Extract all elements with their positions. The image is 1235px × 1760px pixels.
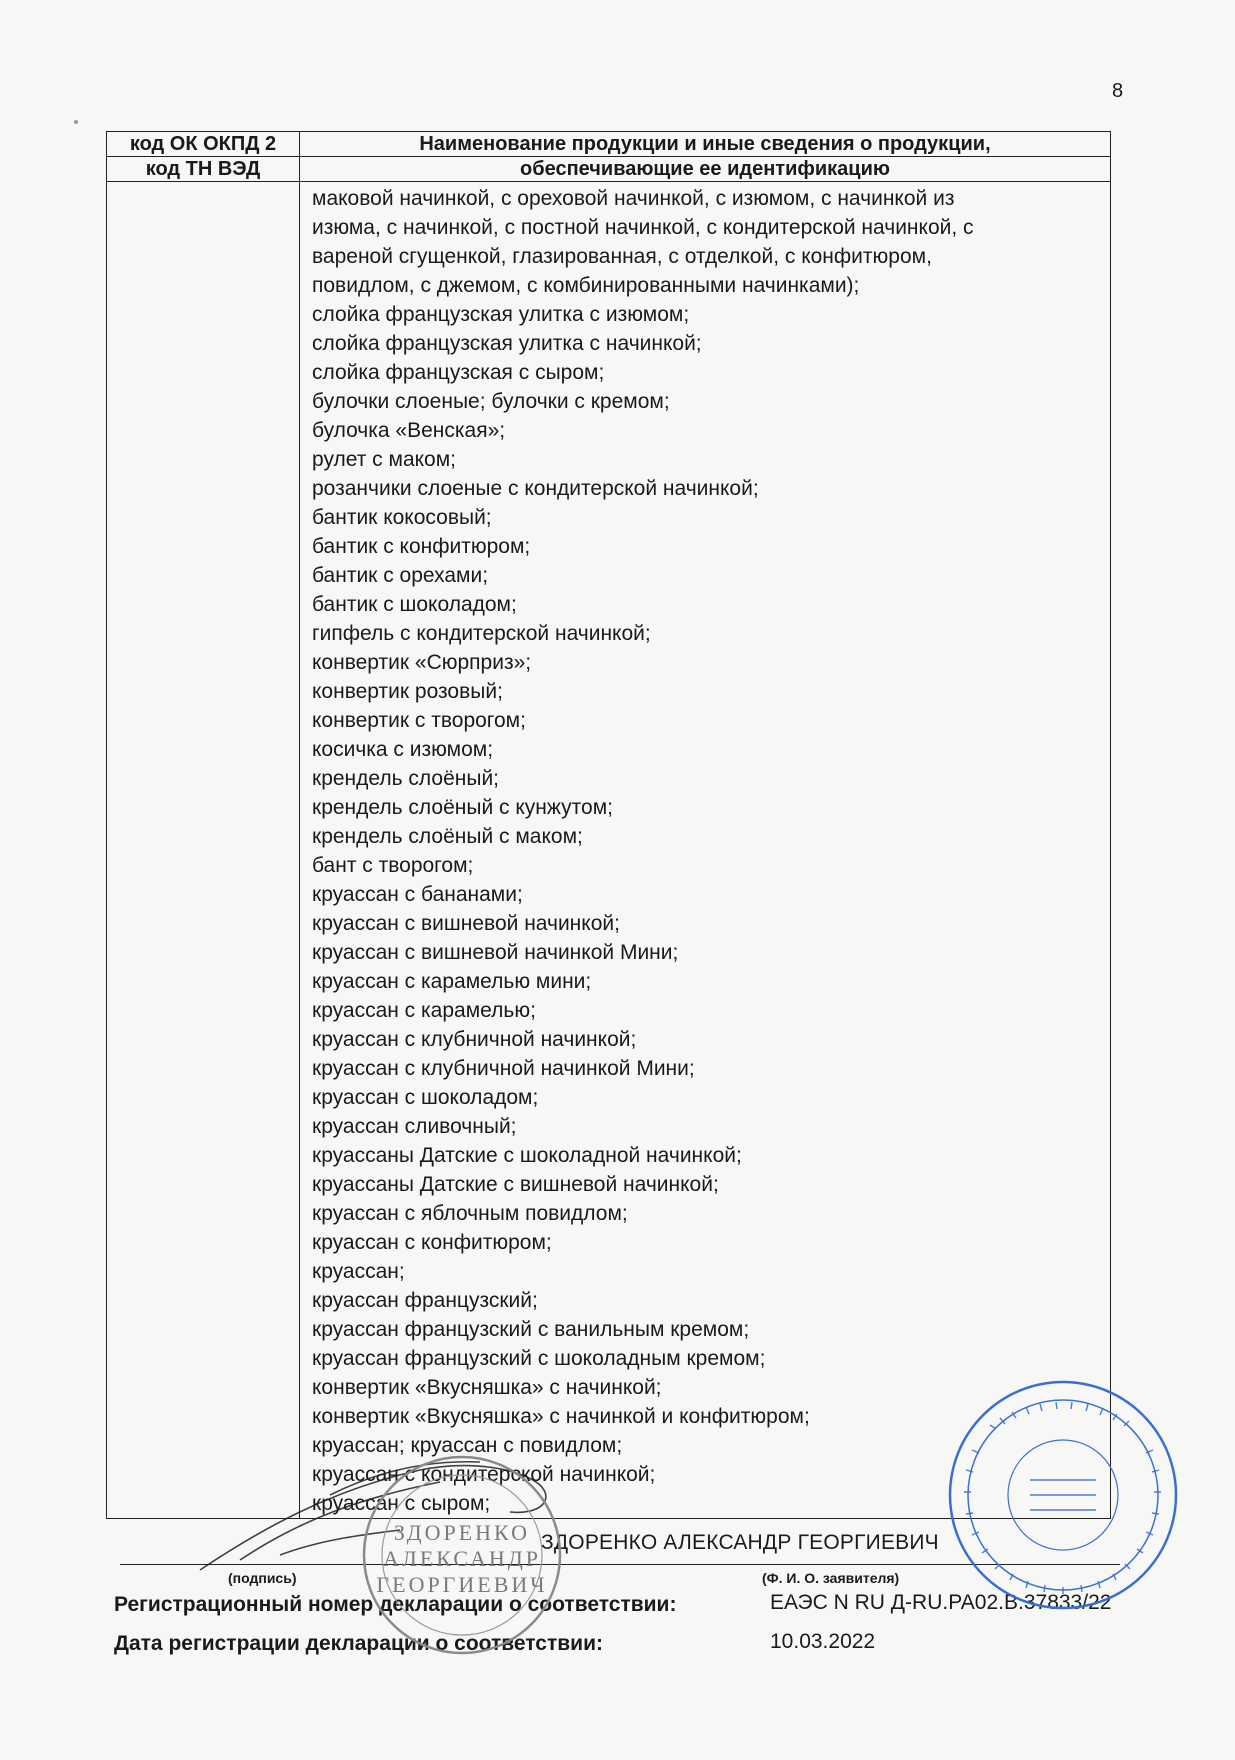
list-item: круассаны Датские с вишневой начинкой; xyxy=(312,1173,719,1196)
list-item: слойка французская улитка с начинкой; xyxy=(312,332,702,355)
header-okpd-code: код ОК ОКПД 2 xyxy=(107,132,300,157)
list-item: круассан с сыром; xyxy=(312,1492,491,1515)
list-item: круассан; круассан с повидлом; xyxy=(312,1434,623,1457)
stamp-line-2: АЛЕКСАНДР xyxy=(383,1546,541,1571)
list-item: булочки слоеные; булочки с кремом; xyxy=(312,390,670,413)
list-item: рулет с маком; xyxy=(312,448,456,471)
list-item: круассан с бананами; xyxy=(312,883,523,906)
list-item: булочка «Венская»; xyxy=(312,419,506,442)
registration-date-value: 10.03.2022 xyxy=(770,1630,876,1653)
stamp-line-1: ЗДОРЕНКО xyxy=(393,1520,531,1545)
list-item: изюма, с начинкой, с постной начинкой, с кондитерской начинкой, с xyxy=(312,216,974,239)
list-item: круассан с кондитерской начинкой; xyxy=(312,1463,656,1486)
list-item: круассан с шоколадом; xyxy=(312,1086,539,1109)
list-item: круассан с карамелью мини; xyxy=(312,970,592,993)
table-header-row-2 xyxy=(107,157,1111,182)
header-product-name-line1: Наименование продукции и иные сведения о продукции, xyxy=(300,132,1111,157)
list-item: круассаны Датские с шоколадной начинкой; xyxy=(312,1144,742,1167)
signature-caption: (подпись) xyxy=(228,1570,297,1586)
list-item: бант с творогом; xyxy=(312,854,474,877)
page-number: 8 xyxy=(1112,80,1124,102)
list-item: конвертик «Сюрприз»; xyxy=(312,651,532,674)
list-item: розанчики слоеные с кондитерской начинкой; xyxy=(312,477,759,500)
list-item: круассан сливочный; xyxy=(312,1115,517,1138)
header-product-name-line2: обеспечивающие ее идентификацию xyxy=(300,157,1111,182)
registration-number-label: Регистрационный номер декларации о соответствии: xyxy=(114,1593,677,1616)
list-item: конвертик «Вкусняшка» с начинкой; xyxy=(312,1376,662,1399)
list-item: крендель слоёный; xyxy=(312,767,500,790)
list-item: бантик кокосовый; xyxy=(312,506,492,529)
list-item: повидлом, с джемом, с комбинированными начинками); xyxy=(312,274,860,297)
list-item: круассан французский с ванильным кремом; xyxy=(312,1318,750,1341)
stamp-line-3: ГЕОРГИЕВИЧ xyxy=(376,1572,548,1597)
list-item: бантик с орехами; xyxy=(312,564,489,587)
table-body-row xyxy=(107,182,1111,1519)
list-item: круассан с карамелью; xyxy=(312,999,536,1022)
list-item: слойка французская улитка с изюмом; xyxy=(312,303,690,326)
list-item: круассан с клубничной начинкой Мини; xyxy=(312,1057,695,1080)
list-item: крендель слоёный с кунжутом; xyxy=(312,796,613,819)
list-item: круассан с яблочным повидлом; xyxy=(312,1202,628,1225)
list-item: крендель слоёный с маком; xyxy=(312,825,583,848)
fio-caption: (Ф. И. О. заявителя) xyxy=(762,1570,900,1586)
table-header-row-1 xyxy=(107,132,1111,157)
list-item: круассан с конфитюром; xyxy=(312,1231,552,1254)
list-item: круассан с клубничной начинкой; xyxy=(312,1028,637,1051)
list-item: бантик с шоколадом; xyxy=(312,593,517,616)
list-item: конвертик «Вкусняшка» с начинкой и конфитюром; xyxy=(312,1405,810,1428)
list-item: косичка с изюмом; xyxy=(312,738,494,761)
registration-date-label: Дата регистрации декларации о соответствии: xyxy=(114,1632,603,1655)
list-item: слойка французская с сыром; xyxy=(312,361,605,384)
signature-block xyxy=(106,1525,1126,1645)
list-item: круассан французский; xyxy=(312,1289,538,1312)
list-item: круассан французский с шоколадным кремом; xyxy=(312,1347,766,1370)
list-item: маковой начинкой, с ореховой начинкой, с изюмом, с начинкой из xyxy=(312,187,955,210)
list-item: круассан с вишневой начинкой; xyxy=(312,912,620,935)
list-item: круассан; xyxy=(312,1260,405,1283)
applicant-name: ЗДОРЕНКО АЛЕКСАНДР ГЕОРГИЕВИЧ xyxy=(541,1531,939,1554)
list-item: круассан с вишневой начинкой Мини; xyxy=(312,941,679,964)
product-table xyxy=(106,131,1111,1519)
list-item: вареной сгущенкой, глазированная, с отделкой, с конфитюром, xyxy=(312,245,932,268)
code-cell-empty xyxy=(107,182,300,1519)
scan-speck xyxy=(74,120,78,124)
list-item: бантик с конфитюром; xyxy=(312,535,531,558)
list-item: конвертик розовый; xyxy=(312,680,503,703)
list-item: гипфель с кондитерской начинкой; xyxy=(312,622,651,645)
list-item: конвертик с творогом; xyxy=(312,709,526,732)
registration-number-value: ЕАЭС N RU Д-RU.РА02.В.37833/22 xyxy=(770,1591,1112,1614)
product-list-cell xyxy=(300,182,1111,1519)
header-tnved-code: код ТН ВЭД xyxy=(107,157,300,182)
signature-line xyxy=(120,1564,1120,1565)
